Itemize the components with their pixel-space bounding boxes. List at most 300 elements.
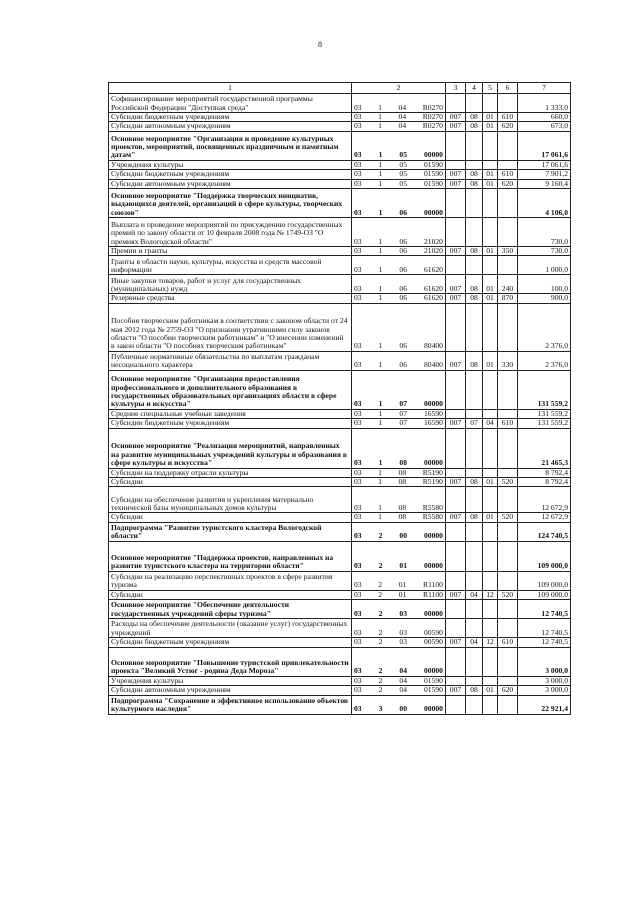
- table-row: [109, 541, 571, 571]
- row-subsection-code: 12: [483, 590, 498, 599]
- row-section-code: 08: [466, 351, 483, 370]
- table-row: [109, 600, 571, 619]
- row-section-code: [466, 522, 483, 541]
- row-description: Средние специальные учебные заведения: [109, 409, 352, 418]
- row-amount: 131 559,2: [518, 409, 571, 418]
- row-expense-type-code: [498, 370, 518, 409]
- row-expense-type-code: [498, 695, 518, 714]
- row-amount: 2 376,0: [518, 303, 571, 351]
- column-header: 2: [352, 83, 446, 94]
- row-department-code: [446, 541, 466, 571]
- row-target-code: [352, 113, 446, 122]
- row-department-code: [446, 487, 466, 513]
- row-expense-type-code: [498, 676, 518, 685]
- row-expense-type-code: 870: [498, 294, 518, 303]
- row-section-code: [466, 160, 483, 169]
- table-row: [109, 294, 571, 303]
- target-code-parts: [354, 686, 443, 694]
- row-description: Основное мероприятие "Реализация мероприятий, направленных на развитие муниципальных учреждений культуры и образования в сфере культуры и искусства": [109, 428, 352, 468]
- target-code-parts: [354, 478, 443, 486]
- row-target-code: [352, 294, 446, 303]
- target-code-part: 00000: [423, 207, 443, 217]
- target-code-part: 00590: [423, 637, 443, 647]
- target-code-parts: [354, 705, 443, 713]
- row-department-code: [446, 571, 466, 590]
- row-expense-type-code: [498, 571, 518, 590]
- target-code-part: 00: [399, 704, 407, 714]
- row-department-code: 007: [446, 478, 466, 487]
- target-code-part: 01590: [423, 676, 443, 685]
- row-section-code: [466, 571, 483, 590]
- row-amount: 131 559,2: [518, 370, 571, 409]
- row-amount: 660,0: [518, 113, 571, 122]
- row-subsection-code: [483, 487, 498, 513]
- row-section-code: 08: [466, 686, 483, 695]
- row-description: Пособия творческим работникам в соответствии с законом области от 24 мая 2012 года № 2759-ОЗ "О признании утратившими силу законов области "О пособии творческим работникам" и "О внесении изменений в закон области "О пособиях творческим работникам": [109, 303, 352, 351]
- row-expense-type-code: [498, 189, 518, 218]
- target-code-part: R5190: [422, 477, 443, 487]
- row-department-code: [446, 370, 466, 409]
- row-expense-type-code: 610: [498, 638, 518, 647]
- target-code-parts: [354, 591, 443, 599]
- row-department-code: [446, 647, 466, 676]
- target-code-parts: [354, 170, 443, 178]
- target-code-part: 80400: [423, 360, 443, 370]
- row-target-code: [352, 676, 446, 685]
- table-row: [109, 428, 571, 468]
- table-row: [109, 94, 571, 113]
- target-code-part: 1: [378, 150, 383, 160]
- row-section-code: 08: [466, 113, 483, 122]
- row-department-code: [446, 600, 466, 619]
- row-description: Субсидии на реализацию перспективных проектов в сфере развития туризма: [109, 571, 352, 590]
- row-subsection-code: [483, 160, 498, 169]
- table-row: [109, 113, 571, 122]
- row-target-code: [352, 160, 446, 169]
- target-code-parts: [354, 610, 443, 618]
- target-code-part: 1: [378, 293, 383, 303]
- target-code-part: 03: [354, 102, 362, 112]
- target-code-part: 00000: [423, 704, 443, 714]
- target-code-part: 1: [378, 265, 383, 275]
- target-code-part: 03: [354, 637, 362, 647]
- target-code-parts: [354, 513, 443, 521]
- row-expense-type-code: [498, 131, 518, 160]
- target-code-part: 1: [378, 341, 383, 351]
- target-code-part: 06: [399, 284, 407, 294]
- row-department-code: [446, 131, 466, 160]
- row-section-code: [466, 676, 483, 685]
- row-expense-type-code: 350: [498, 247, 518, 256]
- row-department-code: 007: [446, 513, 466, 522]
- row-department-code: [446, 468, 466, 477]
- row-section-code: 08: [466, 179, 483, 188]
- target-code-part: 01: [398, 590, 407, 599]
- target-code-part: 06: [399, 293, 407, 303]
- target-code-parts: [354, 285, 443, 293]
- target-code-part: 2: [378, 608, 383, 618]
- target-code-part: 07: [399, 418, 407, 428]
- row-amount: 3 000,0: [518, 676, 571, 685]
- row-subsection-code: [483, 695, 498, 714]
- row-amount: 109 000,0: [518, 571, 571, 590]
- target-code-parts: [354, 504, 443, 512]
- row-description: Иные закупки товаров, работ и услуг для государственных (муниципальных) нужд: [109, 275, 352, 294]
- table-row: [109, 275, 571, 294]
- row-description: Основное мероприятие "Поддержка творческих инициатив, выдающихся деятелей, организаций в сфере культуры, творческих союзов": [109, 189, 352, 218]
- target-code-part: 2: [378, 676, 383, 685]
- target-code-parts: [354, 113, 443, 121]
- row-expense-type-code: 610: [498, 113, 518, 122]
- target-code-part: R0270: [422, 102, 443, 112]
- row-description: Премии и гранты: [109, 247, 352, 256]
- target-code-part: 00590: [423, 627, 443, 637]
- target-code-part: 03: [354, 169, 362, 179]
- row-subsection-code: [483, 256, 498, 275]
- row-expense-type-code: 620: [498, 179, 518, 188]
- row-expense-type-code: [498, 160, 518, 169]
- target-code-parts: [354, 629, 443, 637]
- budget-table: [108, 82, 571, 715]
- target-code-part: 2: [378, 580, 383, 590]
- target-code-part: 1: [378, 284, 383, 294]
- target-code-part: 04: [398, 112, 407, 121]
- target-code-part: 00000: [423, 531, 443, 541]
- table-row: [109, 189, 571, 218]
- row-amount: 730,0: [518, 247, 571, 256]
- target-code-parts: [354, 209, 443, 217]
- row-target-code: [352, 638, 446, 647]
- row-section-code: [466, 256, 483, 275]
- row-target-code: [352, 619, 446, 638]
- target-code-part: 03: [354, 418, 362, 428]
- row-target-code: [352, 170, 446, 179]
- target-code-part: 1: [378, 458, 383, 468]
- target-code-part: 21020: [423, 236, 443, 246]
- table-row: [109, 131, 571, 160]
- row-section-code: [466, 94, 483, 113]
- row-target-code: [352, 275, 446, 294]
- target-code-part: 05: [399, 179, 407, 188]
- row-subsection-code: [483, 468, 498, 477]
- target-code-part: 03: [354, 468, 362, 477]
- row-description: Субсидии: [109, 478, 352, 487]
- target-code-part: 01: [399, 561, 407, 571]
- row-expense-type-code: [498, 647, 518, 676]
- row-description: Субсидии: [109, 590, 352, 599]
- target-code-part: 1: [378, 512, 382, 522]
- row-department-code: [446, 522, 466, 541]
- target-code-part: 07: [399, 399, 407, 409]
- row-description: Подпрограмма "Сохранение и эффективное использование объектов культурного наследия": [109, 695, 352, 714]
- table-row: [109, 179, 571, 188]
- target-code-part: 03: [354, 561, 362, 571]
- row-section-code: [466, 695, 483, 714]
- row-section-code: [466, 541, 483, 571]
- target-code-part: 16590: [423, 418, 443, 428]
- row-expense-type-code: 520: [498, 478, 518, 487]
- table-row: [109, 370, 571, 409]
- target-code-parts: [354, 161, 443, 169]
- row-subsection-code: 01: [483, 247, 498, 256]
- target-code-part: 06: [399, 236, 407, 246]
- row-expense-type-code: [498, 541, 518, 571]
- row-section-code: [466, 619, 483, 638]
- column-header: 3: [446, 83, 466, 94]
- target-code-parts: [354, 122, 443, 130]
- target-code-part: 61620: [423, 265, 443, 275]
- row-department-code: [446, 189, 466, 218]
- row-target-code: [352, 419, 446, 428]
- target-code-part: 03: [354, 341, 362, 351]
- row-target-code: [352, 256, 446, 275]
- row-description: Субсидии на обеспечение развития и укрепления материально технической базы муниципальных домов культуры: [109, 487, 352, 513]
- row-subsection-code: 01: [483, 478, 498, 487]
- target-code-part: 08: [398, 512, 407, 522]
- target-code-part: 01590: [423, 179, 443, 188]
- target-code-part: 05: [399, 150, 407, 160]
- row-subsection-code: [483, 600, 498, 619]
- row-amount: 124 740,5: [518, 522, 571, 541]
- row-description: Субсидии автономным учреждениям: [109, 686, 352, 695]
- row-amount: 12 740,5: [518, 619, 571, 638]
- row-description: Расходы на обеспечение деятельности (оказание услуг) государственных учреждений: [109, 619, 352, 638]
- row-subsection-code: [483, 676, 498, 685]
- row-department-code: [446, 428, 466, 468]
- row-department-code: [446, 619, 466, 638]
- target-code-part: 03: [354, 580, 362, 590]
- target-code-part: 03: [354, 676, 362, 685]
- target-code-part: 03: [354, 112, 362, 121]
- target-code-part: 03: [354, 160, 362, 169]
- target-code-part: R5580: [422, 503, 443, 513]
- row-amount: 131 559,2: [518, 419, 571, 428]
- target-code-part: 06: [399, 341, 407, 351]
- target-code-part: 2: [378, 666, 383, 676]
- row-subsection-code: 01: [483, 122, 498, 131]
- target-code-part: 04: [398, 102, 407, 112]
- row-amount: 9 160,4: [518, 179, 571, 188]
- column-header: 6: [498, 83, 518, 94]
- row-amount: 109 000,0: [518, 590, 571, 599]
- row-amount: 4 106,0: [518, 189, 571, 218]
- row-target-code: [352, 522, 446, 541]
- target-code-parts: [354, 459, 443, 467]
- row-section-code: 08: [466, 478, 483, 487]
- row-amount: 22 921,4: [518, 695, 571, 714]
- row-amount: 17 061,6: [518, 131, 571, 160]
- table-row: [109, 513, 571, 522]
- target-code-part: 1: [378, 503, 382, 513]
- target-code-part: 1: [378, 102, 382, 112]
- row-subsection-code: 01: [483, 179, 498, 188]
- target-code-parts: [354, 677, 443, 685]
- row-expense-type-code: 520: [498, 590, 518, 599]
- target-code-part: 00000: [423, 561, 443, 571]
- table-row: [109, 409, 571, 418]
- row-amount: 3 000,0: [518, 647, 571, 676]
- table-row: [109, 351, 571, 370]
- target-code-part: 21020: [423, 246, 443, 256]
- target-code-parts: [354, 294, 443, 302]
- row-section-code: [466, 487, 483, 513]
- row-description: Публичные нормативные обязательства по выплатам гражданам несоциального характера: [109, 351, 352, 370]
- target-code-part: 03: [354, 627, 362, 637]
- row-department-code: 007: [446, 419, 466, 428]
- row-subsection-code: [483, 522, 498, 541]
- row-amount: 1 333,0: [518, 94, 571, 113]
- row-subsection-code: [483, 647, 498, 676]
- table-row: [109, 571, 571, 590]
- row-description: Субсидии: [109, 513, 352, 522]
- target-code-part: 03: [354, 236, 362, 246]
- row-description: Основное мероприятие "Организация предоставления профессионального и дополнительного образования в государственных образовательных организациях области в сфере культуры и искусства": [109, 370, 352, 409]
- row-description: Субсидии бюджетным учреждениям: [109, 113, 352, 122]
- target-code-part: 03: [354, 685, 362, 695]
- row-department-code: 007: [446, 170, 466, 179]
- row-expense-type-code: [498, 256, 518, 275]
- row-amount: 8 792,4: [518, 468, 571, 477]
- table-row: [109, 218, 571, 247]
- row-section-code: [466, 218, 483, 247]
- row-subsection-code: 01: [483, 686, 498, 695]
- target-code-part: R1100: [423, 590, 443, 599]
- target-code-part: 03: [354, 360, 362, 370]
- target-code-part: 00000: [423, 458, 443, 468]
- target-code-part: 1: [378, 246, 383, 256]
- row-target-code: [352, 94, 446, 113]
- row-department-code: [446, 303, 466, 351]
- target-code-part: 1: [378, 121, 382, 131]
- target-code-parts: [354, 180, 443, 188]
- row-subsection-code: 01: [483, 294, 498, 303]
- row-expense-type-code: 240: [498, 275, 518, 294]
- row-amount: 1 000,0: [518, 256, 571, 275]
- target-code-part: 03: [354, 590, 362, 599]
- table-row: [109, 686, 571, 695]
- table-row: [109, 160, 571, 169]
- row-target-code: [352, 590, 446, 599]
- row-department-code: 007: [446, 275, 466, 294]
- row-department-code: [446, 160, 466, 169]
- target-code-part: 06: [399, 246, 407, 256]
- table-row: [109, 303, 571, 351]
- row-department-code: 007: [446, 638, 466, 647]
- row-description: Основное мероприятие "Обеспечение деятельности государственных учреждений сферы туризма": [109, 600, 352, 619]
- row-department-code: 007: [446, 122, 466, 131]
- column-header: 5: [483, 83, 498, 94]
- row-subsection-code: 01: [483, 351, 498, 370]
- page-number: 8: [318, 40, 322, 49]
- target-code-part: 2: [378, 637, 383, 647]
- target-code-part: 1: [378, 399, 383, 409]
- row-department-code: 007: [446, 179, 466, 188]
- target-code-parts: [354, 581, 443, 589]
- table-row: [109, 122, 571, 131]
- target-code-part: R0270: [422, 112, 443, 121]
- target-code-part: 1: [378, 160, 383, 169]
- row-expense-type-code: [498, 600, 518, 619]
- row-expense-type-code: [498, 468, 518, 477]
- row-subsection-code: 12: [483, 638, 498, 647]
- row-subsection-code: [483, 541, 498, 571]
- row-section-code: [466, 303, 483, 351]
- row-amount: 17 061,6: [518, 160, 571, 169]
- target-code-part: 03: [354, 608, 362, 618]
- table-row: [109, 647, 571, 676]
- row-target-code: [352, 428, 446, 468]
- target-code-part: 03: [354, 531, 362, 541]
- row-description: Субсидии бюджетным учреждениям: [109, 638, 352, 647]
- row-department-code: [446, 256, 466, 275]
- row-subsection-code: 01: [483, 113, 498, 122]
- target-code-part: 03: [354, 207, 362, 217]
- target-code-part: 1: [378, 112, 382, 121]
- row-section-code: 08: [466, 122, 483, 131]
- target-code-part: 03: [354, 284, 362, 294]
- column-header: 1: [109, 83, 352, 94]
- row-section-code: [466, 131, 483, 160]
- row-target-code: [352, 695, 446, 714]
- row-target-code: [352, 600, 446, 619]
- target-code-part: 1: [378, 207, 383, 217]
- target-code-part: 04: [399, 676, 407, 685]
- target-code-part: 2: [378, 627, 383, 637]
- row-expense-type-code: [498, 522, 518, 541]
- target-code-part: R5190: [422, 468, 443, 477]
- target-code-part: 00: [399, 531, 407, 541]
- target-code-part: 03: [399, 637, 407, 647]
- row-target-code: [352, 478, 446, 487]
- target-code-part: 01590: [423, 169, 443, 179]
- target-code-part: 2: [378, 685, 383, 695]
- target-code-part: 00000: [423, 666, 443, 676]
- row-target-code: [352, 541, 446, 571]
- target-code-part: 03: [354, 293, 362, 303]
- row-department-code: 007: [446, 351, 466, 370]
- row-description: Подпрограмма "Развитие туристского кластера Вологодской области": [109, 522, 352, 541]
- target-code-part: 03: [354, 666, 362, 676]
- target-code-part: 16590: [423, 409, 443, 418]
- row-target-code: [352, 247, 446, 256]
- row-description: Субсидии автономным учреждениям: [109, 122, 352, 131]
- row-department-code: 007: [446, 590, 466, 599]
- target-code-part: 03: [354, 179, 362, 188]
- target-code-part: 00000: [423, 399, 443, 409]
- row-subsection-code: [483, 218, 498, 247]
- row-target-code: [352, 647, 446, 676]
- target-code-parts: [354, 247, 443, 255]
- row-amount: 900,0: [518, 294, 571, 303]
- row-expense-type-code: 610: [498, 419, 518, 428]
- target-code-part: 03: [354, 512, 362, 522]
- target-code-part: 1: [378, 236, 383, 246]
- row-section-code: 07: [466, 419, 483, 428]
- row-target-code: [352, 571, 446, 590]
- target-code-part: 00000: [423, 608, 443, 618]
- row-target-code: [352, 303, 446, 351]
- row-amount: 12 740,5: [518, 638, 571, 647]
- row-section-code: [466, 370, 483, 409]
- row-expense-type-code: [498, 218, 518, 247]
- table-row: [109, 468, 571, 477]
- target-code-part: 03: [354, 458, 362, 468]
- row-subsection-code: [483, 131, 498, 160]
- row-target-code: [352, 179, 446, 188]
- target-code-part: 1: [378, 360, 383, 370]
- row-description: Основное мероприятие "Организация и проведение культурных проектов, мероприятий, посвященных праздничным и памятным датам": [109, 131, 352, 160]
- row-section-code: 04: [466, 638, 483, 647]
